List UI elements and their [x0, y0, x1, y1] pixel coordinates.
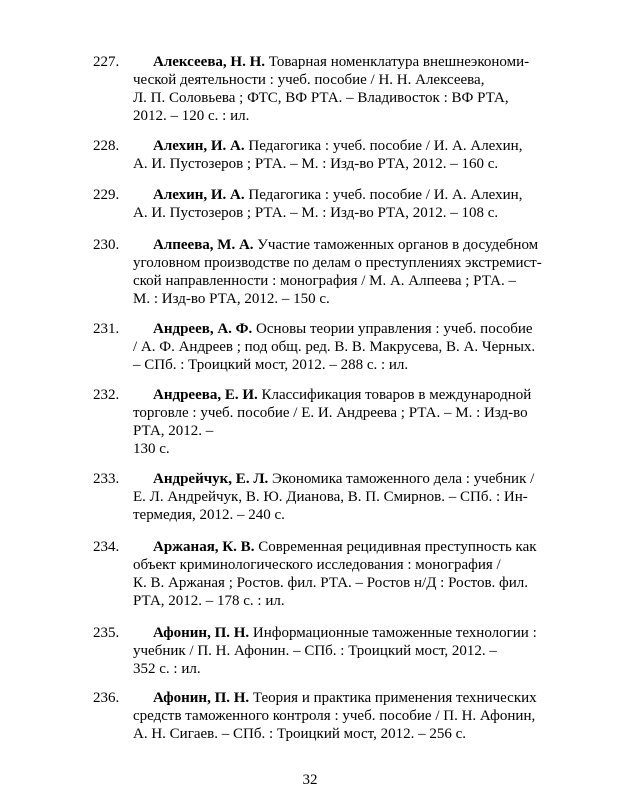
entry-title-start: Информационные таможенные технологии :: [249, 625, 537, 641]
entry-title-start: Участие таможенных органов в досудебном: [253, 237, 539, 253]
entry-number: 233.: [93, 471, 120, 487]
entry-author: Аржаная, К. В.: [153, 539, 255, 555]
entry-author: Алексеева, Н. Н.: [153, 54, 266, 70]
entry-number: 227.: [93, 54, 120, 70]
entry-line: – СПб. : Троицкий мост, 2012. – 288 с. : ил.: [133, 357, 409, 373]
entry-first-line: [153, 186, 522, 204]
entry-line: объект криминологического исследования : монография /: [133, 557, 501, 573]
entry-line: ской направленности : монография / М. А. Алпеева ; РТА. –: [133, 273, 516, 289]
entry-title-start: Товарная номенклатура внешнеэкономи-: [265, 54, 530, 70]
entry-line: термедия, 2012. – 240 с.: [133, 507, 285, 523]
entry-title-start: Экономика таможенного дела : учебник /: [268, 471, 535, 487]
entry-author: Алехин, И. А.: [153, 187, 245, 203]
entry-line: 2012. – 120 с. : ил.: [133, 108, 250, 124]
entry-number: 230.: [93, 237, 120, 253]
entry-title-start: Теория и практика применения технических: [249, 690, 537, 706]
entry-line: / А. Ф. Андреев ; под общ. ред. В. В. Макрусева, В. А. Черных.: [133, 339, 536, 355]
entry-line: А. И. Пустозеров ; РТА. – М. : Изд-во РТА, 2012. – 160 с.: [133, 156, 499, 172]
entry-author: Андрейчук, Е. Л.: [153, 471, 269, 487]
entry-first-line: [153, 320, 533, 338]
entry-line: 352 с. : ил.: [133, 661, 201, 677]
entry-line: учебник / П. Н. Афонин. – СПб. : Троицкий мост, 2012. –: [133, 643, 497, 659]
entry-first-line: [153, 470, 534, 488]
entry-first-line: [153, 624, 537, 642]
entry-author: Афонин, П. Н.: [153, 625, 250, 641]
entry-line: А. Н. Сигаев. – СПб. : Троицкий мост, 2012. – 256 с.: [133, 726, 466, 742]
entry-number: 236.: [93, 690, 120, 706]
page-number: 32: [302, 772, 318, 788]
entry-line: РТА, 2012. – 178 с. : ил.: [133, 593, 285, 609]
entry-number: 235.: [93, 625, 120, 641]
entry-title-start: Педагогика : учеб. пособие / И. А. Алехин,: [244, 138, 523, 154]
entry-author: Алпеева, М. А.: [153, 237, 254, 253]
entry-first-line: [153, 689, 537, 707]
entry-number: 229.: [93, 187, 120, 203]
entry-number: 228.: [93, 138, 120, 154]
entry-line: 130 с.: [133, 441, 170, 457]
entry-title-start: Современная рецидивная преступность как: [254, 539, 537, 555]
entry-title-start: Классификация товаров в международной: [257, 387, 532, 403]
entry-title-start: Педагогика : учеб. пособие / И. А. Алехин,: [244, 187, 523, 203]
entry-title-start: Основы теории управления : учеб. пособие: [252, 321, 533, 337]
entry-number: 232.: [93, 387, 120, 403]
entry-first-line: [153, 53, 529, 71]
entry-line: ческой деятельности : учеб. пособие / Н. Н. Алексеева,: [133, 72, 485, 88]
entry-number: 234.: [93, 539, 120, 555]
entry-author: Андреев, А. Ф.: [153, 321, 253, 337]
entry-line: торговле : учеб. пособие / Е. И. Андреева ; РТА. – М. : Изд-во: [133, 405, 528, 421]
entry-first-line: [153, 538, 537, 556]
entry-first-line: [153, 137, 522, 155]
entry-author: Андреева, Е. И.: [153, 387, 258, 403]
entry-line: Л. П. Соловьева ; ФТС, ВФ РТА. – Владивосток : ВФ РТА,: [133, 90, 509, 106]
entry-line: РТА, 2012. –: [133, 423, 214, 439]
entry-line: А. И. Пустозеров ; РТА. – М. : Изд-во РТА, 2012. – 108 с.: [133, 205, 499, 221]
entry-line: средств таможенного контроля : учеб. пособие / П. Н. Афонин,: [133, 708, 536, 724]
entry-author: Афонин, П. Н.: [153, 690, 250, 706]
entry-first-line: [153, 236, 538, 254]
entry-line: М. : Изд-во РТА, 2012. – 150 с.: [133, 291, 330, 307]
entry-first-line: [153, 386, 531, 404]
entry-number: 231.: [93, 321, 120, 337]
entry-line: Е. Л. Андрейчук, В. Ю. Дианова, В. П. Смирнов. – СПб. : Ин-: [133, 489, 528, 505]
entry-author: Алехин, И. А.: [153, 138, 245, 154]
entry-line: уголовном производстве по делам о преступлениях экстремист-: [133, 255, 542, 271]
entry-line: К. В. Аржаная ; Ростов. фил. РТА. – Ростов н/Д : Ростов. фил.: [133, 575, 529, 591]
